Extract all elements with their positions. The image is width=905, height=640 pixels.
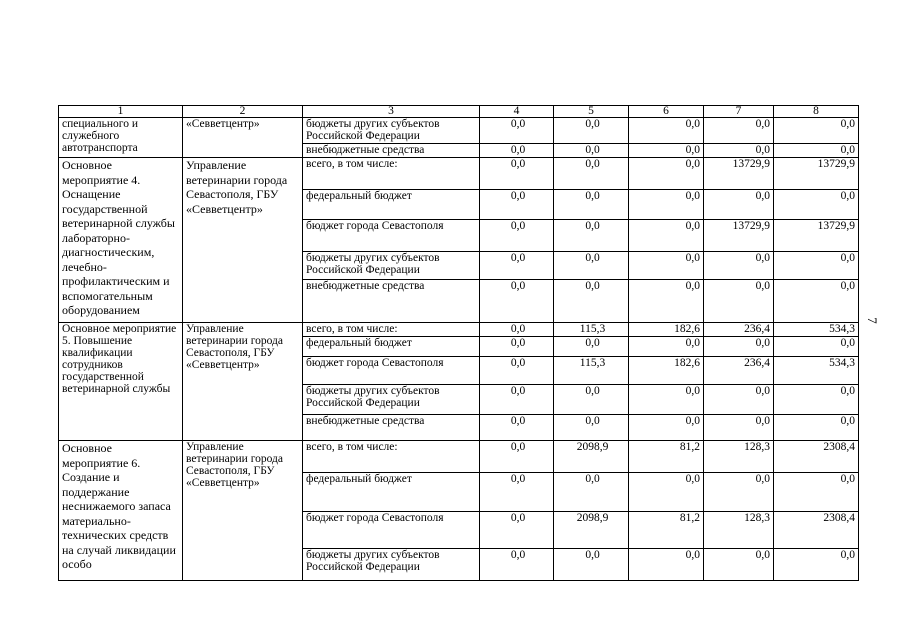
value-cell: 0,0 (480, 357, 554, 385)
value-cell: 13729,9 (704, 158, 774, 190)
page-number: 7 (864, 317, 880, 324)
value-cell: 0,0 (554, 144, 629, 158)
value-cell: 0,0 (480, 512, 554, 549)
table-row (59, 441, 859, 473)
value-cell: 81,2 (629, 441, 704, 473)
source-cell: бюджеты других субъектов Российской Федерации (303, 252, 480, 280)
header-cell: 4 (480, 106, 554, 118)
value-cell: 0,0 (774, 385, 859, 415)
value-cell: 0,0 (704, 118, 774, 144)
value-cell: 0,0 (480, 144, 554, 158)
header-cell: 2 (183, 106, 303, 118)
value-cell: 0,0 (629, 385, 704, 415)
event-cell: специального и служебного автотранспорта (59, 118, 183, 158)
source-cell: бюджеты других субъектов Российской Федерации (303, 385, 480, 415)
executor-cell: Управление ветеринарии города Севастополя, ГБУ «Севветцентр» (183, 323, 303, 441)
value-cell: 0,0 (629, 118, 704, 144)
header-cell: 1 (59, 106, 183, 118)
value-cell: 0,0 (480, 549, 554, 581)
value-cell: 0,0 (480, 280, 554, 323)
value-cell: 0,0 (480, 385, 554, 415)
value-cell: 0,0 (704, 144, 774, 158)
value-cell: 0,0 (704, 190, 774, 220)
value-cell: 0,0 (704, 280, 774, 323)
value-cell: 2308,4 (774, 512, 859, 549)
value-cell: 0,0 (480, 252, 554, 280)
source-cell: бюджет города Севастополя (303, 357, 480, 385)
event-cell: Основное мероприятие 5. Повышение квалификации сотрудников государственной ветеринарной службы (59, 323, 183, 441)
value-cell: 0,0 (629, 337, 704, 357)
header-cell: 3 (303, 106, 480, 118)
executor-cell: Управление ветеринарии города Севастополя, ГБУ «Севветцентр» (183, 441, 303, 581)
value-cell: 534,3 (774, 323, 859, 337)
value-cell: 0,0 (480, 415, 554, 441)
source-cell: бюджеты других субъектов Российской Федерации (303, 549, 480, 581)
value-cell: 0,0 (704, 549, 774, 581)
value-cell: 0,0 (480, 158, 554, 190)
value-cell: 0,0 (554, 415, 629, 441)
value-cell: 0,0 (480, 220, 554, 252)
value-cell: 115,3 (554, 323, 629, 337)
value-cell: 2098,9 (554, 512, 629, 549)
value-cell: 13729,9 (704, 220, 774, 252)
value-cell: 0,0 (554, 220, 629, 252)
value-cell: 0,0 (480, 323, 554, 337)
value-cell: 182,6 (629, 357, 704, 385)
source-cell: бюджеты других субъектов Российской Федерации (303, 118, 480, 144)
value-cell: 0,0 (774, 190, 859, 220)
value-cell: 0,0 (480, 473, 554, 512)
value-cell: 0,0 (629, 252, 704, 280)
value-cell: 2098,9 (554, 441, 629, 473)
source-cell: бюджет города Севастополя (303, 220, 480, 252)
source-cell: федеральный бюджет (303, 190, 480, 220)
value-cell: 128,3 (704, 441, 774, 473)
table-row (59, 323, 859, 337)
header-cell: 5 (554, 106, 629, 118)
value-cell: 182,6 (629, 323, 704, 337)
value-cell: 0,0 (629, 158, 704, 190)
source-cell: внебюджетные средства (303, 144, 480, 158)
value-cell: 0,0 (554, 190, 629, 220)
value-cell: 81,2 (629, 512, 704, 549)
value-cell: 0,0 (774, 144, 859, 158)
value-cell: 0,0 (554, 252, 629, 280)
value-cell: 0,0 (704, 337, 774, 357)
value-cell: 0,0 (704, 415, 774, 441)
value-cell: 236,4 (704, 323, 774, 337)
executor-cell: «Севветцентр» (183, 118, 303, 158)
value-cell: 0,0 (480, 441, 554, 473)
value-cell: 2308,4 (774, 441, 859, 473)
value-cell: 0,0 (629, 220, 704, 252)
source-cell: всего, в том числе: (303, 323, 480, 337)
table-row (59, 118, 859, 144)
executor-cell: Управление ветеринарии города Севастополя, ГБУ «Севветцентр» (183, 158, 303, 323)
value-cell: 13729,9 (774, 158, 859, 190)
value-cell: 0,0 (629, 280, 704, 323)
source-cell: федеральный бюджет (303, 473, 480, 512)
source-cell: всего, в том числе: (303, 441, 480, 473)
value-cell: 0,0 (704, 385, 774, 415)
value-cell: 0,0 (554, 280, 629, 323)
value-cell: 236,4 (704, 357, 774, 385)
event-cell: Основное мероприятие 6. Создание и поддержание неснижаемого запаса материально-технических средств на случай ликвидации особо (59, 441, 183, 581)
value-cell: 0,0 (554, 337, 629, 357)
source-cell: федеральный бюджет (303, 337, 480, 357)
value-cell: 128,3 (704, 512, 774, 549)
value-cell: 0,0 (774, 549, 859, 581)
event-cell: Основное мероприятие 4. Оснащение государственной ветеринарной службы лабораторно-диагностическим, лечебно-профилактическим и вспомогательным оборудованием (59, 158, 183, 323)
source-cell: бюджет города Севастополя (303, 512, 480, 549)
value-cell: 0,0 (480, 337, 554, 357)
header-row (59, 106, 859, 118)
funding-table (58, 105, 859, 581)
value-cell: 0,0 (554, 549, 629, 581)
value-cell: 0,0 (704, 473, 774, 512)
value-cell: 0,0 (774, 473, 859, 512)
value-cell: 0,0 (774, 252, 859, 280)
value-cell: 0,0 (554, 473, 629, 512)
value-cell: 0,0 (554, 118, 629, 144)
value-cell: 0,0 (629, 415, 704, 441)
value-cell: 115,3 (554, 357, 629, 385)
value-cell: 0,0 (554, 158, 629, 190)
source-cell: внебюджетные средства (303, 415, 480, 441)
header-cell: 8 (774, 106, 859, 118)
table-row (59, 158, 859, 190)
value-cell: 0,0 (629, 190, 704, 220)
value-cell: 534,3 (774, 357, 859, 385)
value-cell: 0,0 (774, 118, 859, 144)
value-cell: 0,0 (629, 549, 704, 581)
value-cell: 0,0 (480, 190, 554, 220)
value-cell: 0,0 (629, 473, 704, 512)
source-cell: всего, в том числе: (303, 158, 480, 190)
value-cell: 0,0 (704, 252, 774, 280)
header-cell: 7 (704, 106, 774, 118)
value-cell: 0,0 (774, 337, 859, 357)
value-cell: 0,0 (629, 144, 704, 158)
header-cell: 6 (629, 106, 704, 118)
value-cell: 0,0 (774, 415, 859, 441)
value-cell: 0,0 (554, 385, 629, 415)
value-cell: 0,0 (480, 118, 554, 144)
value-cell: 13729,9 (774, 220, 859, 252)
value-cell: 0,0 (774, 280, 859, 323)
source-cell: внебюджетные средства (303, 280, 480, 323)
